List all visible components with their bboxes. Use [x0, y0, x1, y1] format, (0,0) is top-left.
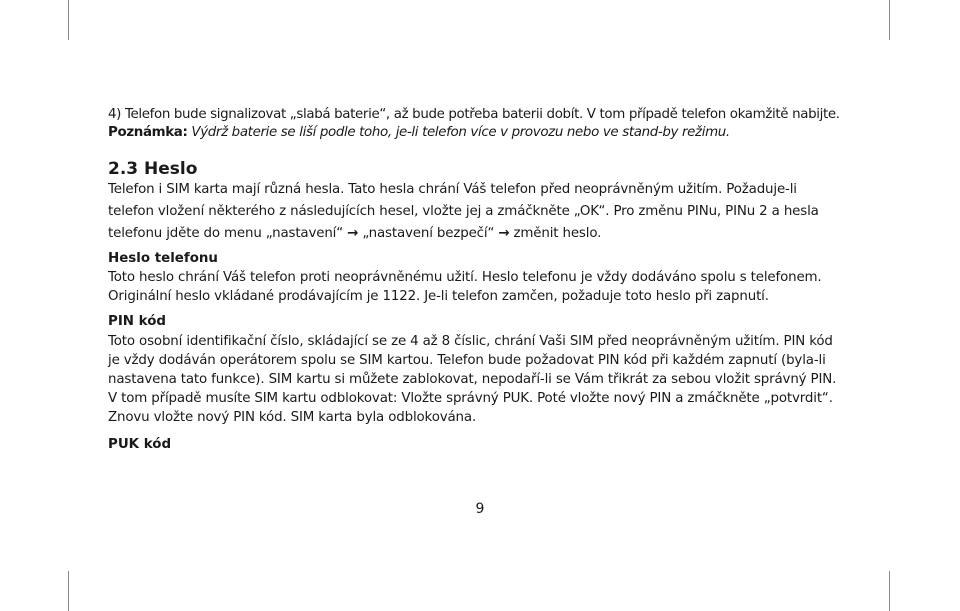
pin-line: je vždy dodáván operátorem spolu se SIM kartou. Telefon bude požadovat PIN kód při každém zapnutí (byla-li — [108, 353, 826, 368]
arrow-right-icon: → — [498, 226, 510, 241]
password-paragraph-line — [108, 225, 601, 243]
remark-text: Výdrž baterie se liší podle toho, je-li telefon více v provozu nebo ve stand-by režimu. — [187, 125, 730, 140]
phone-password-heading: Heslo telefonu — [108, 251, 218, 266]
menu-path-middle: „nastavení bezpečí“ — [358, 226, 499, 241]
puk-heading: PUK kód — [108, 437, 172, 452]
phone-password-line: Originální heslo vkládané prodávajícím je 1122. Je-li telefon zamčen, požaduje toto heslo při zapnutí. — [108, 289, 769, 304]
pin-heading: PIN kód — [108, 314, 166, 329]
remark-label: Poznámka: — [108, 125, 188, 140]
pin-line: V tom případě musíte SIM kartu odblokovat: Vložte správný PUK. Poté vložte nový PIN a zmáčkněte „potvrdit“. — [108, 391, 833, 406]
pin-line: Toto osobní identifikační číslo, skládající se ze 4 až 8 číslic, chrání Vaši SIM před neoprávněným užitím. PIN kód — [108, 334, 833, 349]
password-paragraph-line: telefon vložení některého z následujících hesel, vložte jej a zmáčkněte „OK“. Pro změnu PINu, PINu 2 a hesla — [108, 204, 819, 219]
page-number: 9 — [475, 501, 485, 517]
password-paragraph-line: Telefon i SIM karta mají různá hesla. Tato hesla chrání Váš telefon před neoprávněným užitím. Požaduje-li — [108, 182, 797, 197]
menu-path-end: změnit heslo. — [509, 226, 602, 241]
crop-mark-bottom-left — [68, 571, 69, 611]
crop-mark-top-left — [68, 0, 69, 40]
pin-line: Znovu vložte nový PIN kód. SIM karta byla odblokována. — [108, 410, 477, 425]
battery-remark — [108, 124, 730, 142]
crop-mark-top-right — [889, 0, 890, 40]
section-heading: 2.3 Heslo — [108, 159, 198, 179]
pin-line: nastavena tato funkce). SIM kartu si můžete zablokovat, nepodaří-li se Vám třikrát za sebou vložit správný PIN. — [108, 372, 837, 387]
crop-mark-bottom-right — [889, 571, 890, 611]
battery-low-note: 4) Telefon bude signalizovat „slabá baterie“, až bude potřeba baterii dobít. V tom případě telefon okamžitě nabijte. — [108, 107, 840, 122]
menu-path-start: telefonu jděte do menu „nastavení“ — [108, 226, 348, 241]
phone-password-line: Toto heslo chrání Váš telefon proti neoprávněnému užití. Heslo telefonu je vždy dodáváno spolu s telefonem. — [108, 270, 822, 285]
arrow-right-icon: → — [347, 226, 359, 241]
